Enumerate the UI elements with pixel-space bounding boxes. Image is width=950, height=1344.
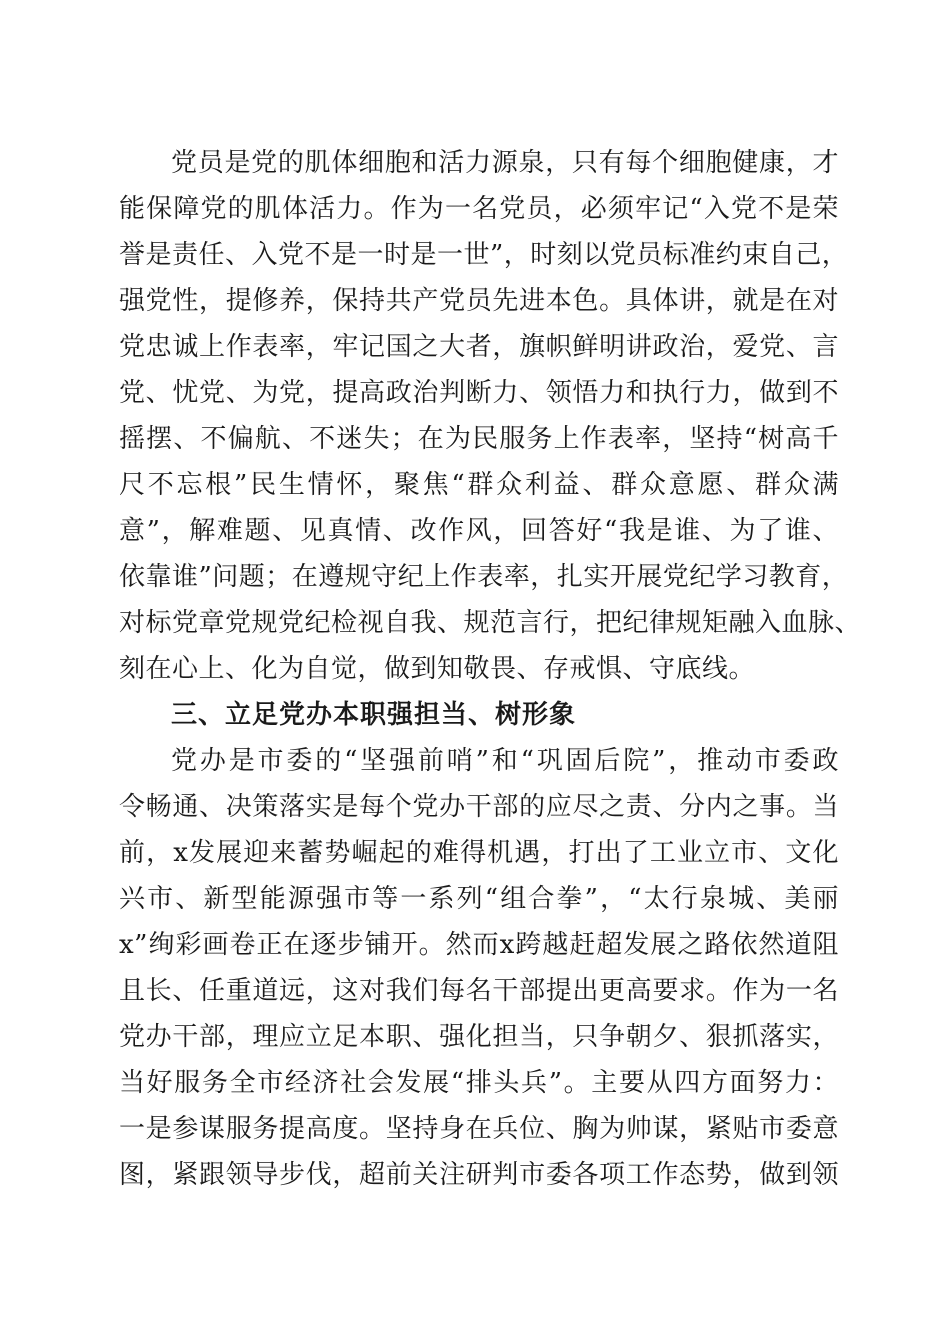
paragraph-line: 党办是市委的“坚强前哨”和“巩固后院”，推动市委政 [171, 746, 839, 776]
paragraph-line: 当好服务全市经济社会发展“排头兵”。主要从四方面努力： [119, 1068, 839, 1098]
paragraph-line: 图，紧跟领导步伐，超前关注研判市委各项工作态势，做到领 [119, 1160, 839, 1190]
paragraph-line: 意”，解难题、见真情、改作风，回答好“我是谁、为了谁、 [119, 516, 839, 546]
paragraph-line: 誉是责任、入党不是一时是一世”，时刻以党员标准约束自己， [119, 240, 849, 270]
paragraph-line: 一是参谋服务提高度。坚持身在兵位、胸为帅谋，紧贴市委意 [119, 1114, 839, 1144]
paragraph-line: 党忠诚上作表率，牢记国之大者，旗帜鲜明讲政治，爱党、言 [119, 332, 839, 362]
paragraph-line: 尺不忘根”民生情怀，聚焦“群众利益、群众意愿、群众满 [119, 470, 839, 500]
paragraph-line: 能保障党的肌体活力。作为一名党员，必须牢记“入党不是荣 [119, 194, 839, 224]
paragraph-line: 刻在心上、化为自觉，做到知敬畏、存戒惧、守底线。 [119, 654, 756, 684]
paragraph-line: 依靠谁”问题；在遵规守纪上作表率，扎实开展党纪学习教育， [119, 562, 849, 592]
paragraph-line: 党、忧党、为党，提高政治判断力、领悟力和执行力，做到不 [119, 378, 839, 408]
paragraph-line: 且长、任重道远，这对我们每名干部提出更高要求。作为一名 [119, 976, 839, 1006]
paragraph-line: 摇摆、不偏航、不迷失；在为民服务上作表率，坚持“树高千 [119, 424, 839, 454]
paragraph-line: 令畅通、决策落实是每个党办干部的应尽之责、分内之事。当 [119, 792, 839, 822]
paragraph-line: 党员是党的肌体细胞和活力源泉，只有每个细胞健康，才 [171, 148, 839, 178]
paragraph-line: 强党性，提修养，保持共产党员先进本色。具体讲，就是在对 [119, 286, 839, 316]
paragraph-line: 前，x发展迎来蓄势崛起的难得机遇，打出了工业立市、文化 [119, 838, 839, 868]
paragraph-line: 党办干部，理应立足本职、强化担当，只争朝夕、狠抓落实， [119, 1022, 839, 1052]
paragraph-line: 兴市、新型能源强市等一系列“组合拳”，“太行泉城、美丽 [119, 884, 839, 914]
paragraph-line: 对标党章党规党纪检视自我、规范言行，把纪律规矩融入血脉、 [119, 608, 862, 638]
section-heading: 三、立足党办本职强担当、树形象 [171, 700, 577, 730]
paragraph-line: x”绚彩画卷正在逐步铺开。然而x跨越赶超发展之路依然道阻 [119, 930, 839, 960]
